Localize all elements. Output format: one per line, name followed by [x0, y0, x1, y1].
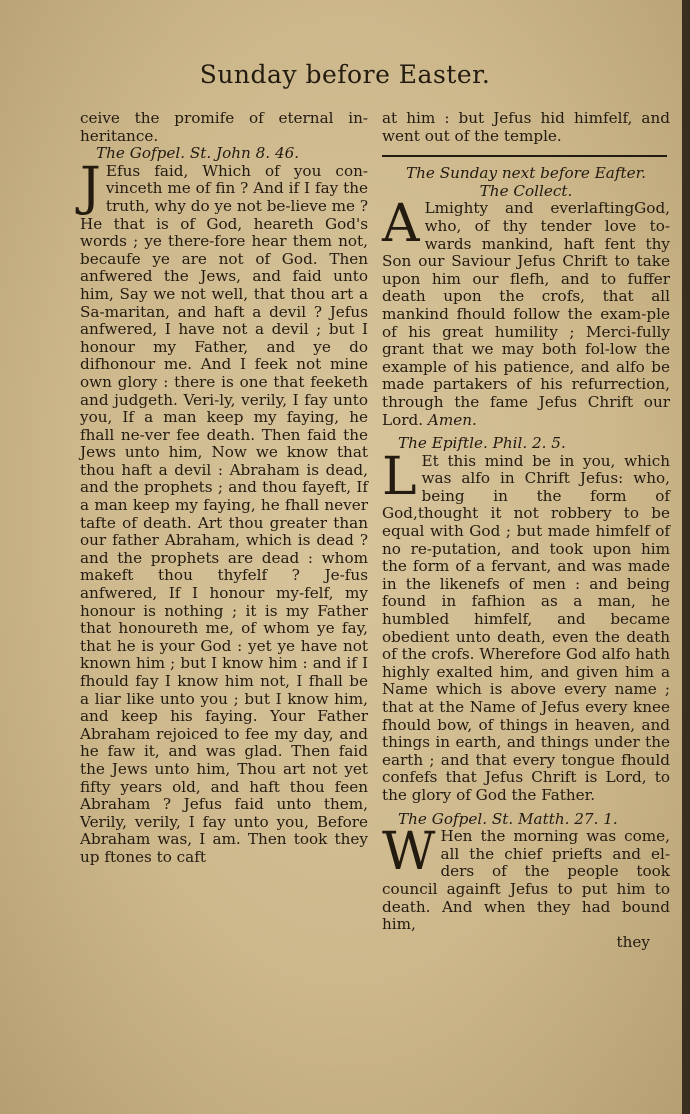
intro-text: ceive the promife of eternal in-heritance.: [80, 109, 368, 145]
page-edge: [682, 0, 690, 1114]
gospel-section: [80, 156, 368, 867]
drop-cap-a: A: [382, 194, 420, 255]
gospel2-heading: The Gofpel. St. Matth. 27. 1.: [398, 809, 618, 828]
sunday-heading: The Sunday next before Eafter.: [406, 164, 646, 183]
gospel2-section: [382, 822, 670, 934]
epistle-heading: The Epiftle. Phil. 2. 5.: [398, 434, 566, 453]
epistle-section: [382, 446, 670, 805]
collect-section: [382, 194, 670, 429]
gospel-text: Efus faid, Which of you con-vinceth me of fin ? And if I fay the truth, why do ye not be-lieve me ? He that is of God, heareth God's words ; ye there-fore hear them not, becaufe ye are not of God. Then anfwered the Jews, and faid unto him, Say we not well, that thou art a Sa-maritan, and haft a devil ? Jefus anfwered, I have not a devil ; but I honour my Father, and ye do difhonour me. And I feek not mine own glory : there is one that feeketh and judgeth. Veri-ly, verily, I fay unto you, If a man keep my faying, he fhall ne-ver fee death. Then faid the Jews unto him, Now we know that thou haft a devil : Abraham is dead, and the prophets ; and thou fayeft, If a man keep my faying, he fhall never tafte of death. Art thou greater than our father Abraham, which is dead ? and the prophets are dead : whom makeft thou thyfelf ? Je-fus anfwered, If I honour my-felf, my honour is nothing ; it is my Father that honoureth me, of whom ye fay, that he is your God : yet ye have not known him ; but I know him : and if I fhould fay I know him not, I fhall be a liar like unto you ; but I know him, and keep his faying. Your Father Abraham rejoiced to fee my day, and he faw it, and was glad. Then faid the Jews unto him, Thou art not yet fifty years old, and haft thou feen Abraham ? Jefus faid unto them, Verily, verily, I fay unto you, Before Abraham was, I am. Then took they up ftones to caft: [80, 161, 368, 866]
gospel2-text: Hen the morning was come, all the chief priefts and el-ders of the people took council againft Jefus to put him to death. And when they had bound him,: [382, 827, 670, 934]
section-divider: [382, 155, 667, 157]
collect-heading: The Collect.: [479, 181, 573, 200]
drop-cap-w: W: [382, 822, 436, 883]
continuation-text: at him : but Jefus hid himfelf, and went out of the temple.: [382, 109, 670, 145]
collect-amen: Amen.: [427, 410, 477, 429]
drop-cap-j: J: [80, 156, 101, 217]
catchword: they: [616, 932, 650, 951]
collect-text: Lmighty and everlaftingGod, who, of thy tender love to-wards mankind, haft fent thy Son our Saviour Jefus Chrift to take upon him our flefh, and to fuffer death upon the crofs, that all mankind fhould follow the exam-ple of his great humility ; Merci-fully grant that we may both fol-low the example of his patience, and alfo be made partakers of his refurrection, through the fame Jefus Chrift our Lord.: [382, 199, 670, 429]
drop-cap-l: L: [382, 446, 417, 507]
left-column: [80, 110, 368, 867]
epistle-text: Et this mind be in you, which was alfo in Chrift Jefus: who, being in the form of God,thought it not robbery to be equal with God ; but made himfelf of no re-putation, and took upon him the form of a fervant, and was made in the likenefs of men : and being found in fafhion as a man, he humbled himfelf, and became obedient unto death, even the death of the crofs. Wherefore God alfo hath highly exalted him, and given him a Name which is above every name ; that at the Name of Jefus every knee fhould bow, of things in heaven, and things in earth, and things under the earth ; and that every tongue fhould confefs that Jefus Chrift is Lord, to the glory of God the Father.: [382, 451, 670, 804]
right-column: [382, 110, 670, 951]
page-header: Sunday before Easter.: [199, 60, 491, 89]
gospel-heading: The Gofpel. St. John 8. 46.: [96, 144, 300, 163]
